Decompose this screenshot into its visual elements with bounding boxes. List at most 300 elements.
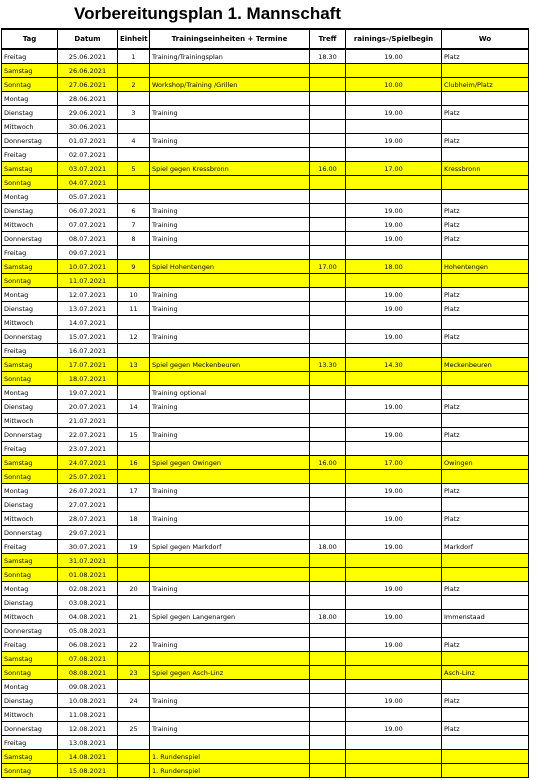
unit-cell: 22 (118, 638, 150, 652)
date-cell: 13.07.2021 (58, 302, 118, 316)
meet-time-cell (310, 330, 346, 344)
unit-cell: 20 (118, 582, 150, 596)
day-cell: Montag (2, 582, 58, 596)
day-cell: Donnerstag (2, 330, 58, 344)
location-cell (442, 554, 529, 568)
location-cell: Meckenbeuren (442, 358, 529, 372)
table-row (2, 722, 529, 736)
day-cell: Mittwoch (2, 610, 58, 624)
start-time-cell (346, 190, 442, 204)
start-time-cell (346, 554, 442, 568)
day-cell: Freitag (2, 638, 58, 652)
date-cell: 01.07.2021 (58, 134, 118, 148)
start-time-cell (346, 568, 442, 582)
unit-cell: 23 (118, 666, 150, 680)
meet-time-cell: 18.30 (310, 49, 346, 64)
table-row (2, 554, 529, 568)
unit-cell: 13 (118, 358, 150, 372)
table-row (2, 442, 529, 456)
date-cell: 05.08.2021 (58, 624, 118, 638)
meet-time-cell: 16.00 (310, 162, 346, 176)
unit-cell (118, 680, 150, 694)
day-cell: Sonntag (2, 666, 58, 680)
event-cell (150, 274, 310, 288)
meet-time-cell (310, 204, 346, 218)
table-row (2, 344, 529, 358)
start-time-cell (346, 526, 442, 540)
location-cell: Kressbronn (442, 162, 529, 176)
unit-cell (118, 372, 150, 386)
unit-cell (118, 190, 150, 204)
event-cell: Training (150, 428, 310, 442)
table-row (2, 232, 529, 246)
location-cell (442, 596, 529, 610)
header-beginn: rainings-/Spielbegin (346, 29, 442, 49)
event-cell (150, 148, 310, 162)
date-cell: 26.07.2021 (58, 484, 118, 498)
table-row (2, 568, 529, 582)
event-cell: Training (150, 232, 310, 246)
event-cell: Spiel gegen Owingen (150, 456, 310, 470)
unit-cell: 19 (118, 540, 150, 554)
location-cell (442, 190, 529, 204)
meet-time-cell (310, 484, 346, 498)
start-time-cell (346, 596, 442, 610)
start-time-cell: 19.00 (346, 330, 442, 344)
event-cell: 1. Rundenspiel (150, 750, 310, 764)
date-cell: 14.08.2021 (58, 750, 118, 764)
day-cell: Samstag (2, 162, 58, 176)
location-cell: Platz (442, 232, 529, 246)
day-cell: Sonntag (2, 568, 58, 582)
event-cell (150, 708, 310, 722)
location-cell (442, 176, 529, 190)
event-cell: Training (150, 512, 310, 526)
start-time-cell: 19.00 (346, 540, 442, 554)
event-cell (150, 176, 310, 190)
unit-cell (118, 470, 150, 484)
table-row (2, 274, 529, 288)
schedule-body (2, 49, 529, 778)
unit-cell: 7 (118, 218, 150, 232)
day-cell: Donnerstag (2, 526, 58, 540)
event-cell: Training (150, 694, 310, 708)
meet-time-cell (310, 288, 346, 302)
event-cell (150, 316, 310, 330)
table-row (2, 708, 529, 722)
date-cell: 22.07.2021 (58, 428, 118, 442)
event-cell: Training (150, 302, 310, 316)
meet-time-cell (310, 638, 346, 652)
header-termine: Trainingseinheiten + Termine (150, 29, 310, 49)
meet-time-cell: 18.00 (310, 540, 346, 554)
start-time-cell: 19.00 (346, 288, 442, 302)
location-cell (442, 680, 529, 694)
start-time-cell (346, 64, 442, 78)
day-cell: Mittwoch (2, 512, 58, 526)
table-row (2, 106, 529, 120)
table-row (2, 176, 529, 190)
start-time-cell: 19.00 (346, 484, 442, 498)
location-cell: Platz (442, 134, 529, 148)
event-cell (150, 120, 310, 134)
table-row (2, 204, 529, 218)
start-time-cell (346, 708, 442, 722)
day-cell: Montag (2, 484, 58, 498)
date-cell: 16.07.2021 (58, 344, 118, 358)
unit-cell (118, 526, 150, 540)
event-cell: Training (150, 330, 310, 344)
event-cell: Training optional (150, 386, 310, 400)
table-row (2, 582, 529, 596)
date-cell: 20.07.2021 (58, 400, 118, 414)
location-cell: Immenstaad (442, 610, 529, 624)
table-row (2, 596, 529, 610)
date-cell: 30.07.2021 (58, 540, 118, 554)
table-row (2, 49, 529, 64)
day-cell: Dienstag (2, 498, 58, 512)
unit-cell (118, 344, 150, 358)
meet-time-cell (310, 316, 346, 330)
date-cell: 15.08.2021 (58, 764, 118, 778)
location-cell (442, 470, 529, 484)
meet-time-cell (310, 652, 346, 666)
table-row (2, 512, 529, 526)
header-einheit: Einheit (118, 29, 150, 49)
meet-time-cell (310, 218, 346, 232)
start-time-cell (346, 120, 442, 134)
start-time-cell (346, 624, 442, 638)
table-row (2, 610, 529, 624)
event-cell (150, 344, 310, 358)
day-cell: Sonntag (2, 372, 58, 386)
unit-cell (118, 120, 150, 134)
table-row (2, 470, 529, 484)
start-time-cell (346, 92, 442, 106)
date-cell: 23.07.2021 (58, 442, 118, 456)
meet-time-cell (310, 750, 346, 764)
unit-cell: 15 (118, 428, 150, 442)
day-cell: Dienstag (2, 400, 58, 414)
day-cell: Samstag (2, 750, 58, 764)
day-cell: Freitag (2, 344, 58, 358)
event-cell: Training (150, 484, 310, 498)
table-row (2, 652, 529, 666)
table-row (2, 218, 529, 232)
date-cell: 09.07.2021 (58, 246, 118, 260)
event-cell: Training/Trainingsplan (150, 49, 310, 64)
start-time-cell: 19.00 (346, 400, 442, 414)
day-cell: Samstag (2, 456, 58, 470)
date-cell: 29.06.2021 (58, 106, 118, 120)
day-cell: Sonntag (2, 274, 58, 288)
meet-time-cell (310, 722, 346, 736)
location-cell (442, 624, 529, 638)
start-time-cell (346, 414, 442, 428)
table-row (2, 484, 529, 498)
date-cell: 15.07.2021 (58, 330, 118, 344)
table-row (2, 498, 529, 512)
meet-time-cell: 16.00 (310, 456, 346, 470)
event-cell (150, 554, 310, 568)
meet-time-cell (310, 106, 346, 120)
event-cell: Training (150, 218, 310, 232)
location-cell (442, 414, 529, 428)
day-cell: Sonntag (2, 470, 58, 484)
meet-time-cell (310, 372, 346, 386)
location-cell: Platz (442, 218, 529, 232)
location-cell (442, 344, 529, 358)
schedule-table (1, 28, 529, 778)
meet-time-cell (310, 64, 346, 78)
unit-cell (118, 652, 150, 666)
table-row (2, 666, 529, 680)
table-row (2, 120, 529, 134)
event-cell (150, 568, 310, 582)
date-cell: 05.07.2021 (58, 190, 118, 204)
unit-cell (118, 596, 150, 610)
day-cell: Freitag (2, 246, 58, 260)
day-cell: Donnerstag (2, 232, 58, 246)
meet-time-cell (310, 442, 346, 456)
day-cell: Donnerstag (2, 428, 58, 442)
start-time-cell: 19.00 (346, 610, 442, 624)
date-cell: 02.08.2021 (58, 582, 118, 596)
location-cell: Platz (442, 49, 529, 64)
table-row (2, 316, 529, 330)
meet-time-cell (310, 190, 346, 204)
location-cell (442, 148, 529, 162)
unit-cell (118, 736, 150, 750)
day-cell: Montag (2, 288, 58, 302)
unit-cell (118, 568, 150, 582)
event-cell: Training (150, 638, 310, 652)
event-cell: Spiel gegen Meckenbeuren (150, 358, 310, 372)
date-cell: 08.07.2021 (58, 232, 118, 246)
date-cell: 08.08.2021 (58, 666, 118, 680)
date-cell: 12.08.2021 (58, 722, 118, 736)
event-cell (150, 414, 310, 428)
date-cell: 28.07.2021 (58, 512, 118, 526)
day-cell: Dienstag (2, 596, 58, 610)
location-cell: Platz (442, 512, 529, 526)
day-cell: Sonntag (2, 78, 58, 92)
location-cell: Platz (442, 330, 529, 344)
day-cell: Freitag (2, 736, 58, 750)
event-cell: Workshop/Training /Grillen (150, 78, 310, 92)
start-time-cell (346, 652, 442, 666)
table-row (2, 260, 529, 274)
start-time-cell: 19.00 (346, 218, 442, 232)
date-cell: 29.07.2021 (58, 526, 118, 540)
meet-time-cell (310, 512, 346, 526)
start-time-cell: 19.00 (346, 302, 442, 316)
date-cell: 27.07.2021 (58, 498, 118, 512)
day-cell: Mittwoch (2, 708, 58, 722)
unit-cell (118, 442, 150, 456)
location-cell (442, 652, 529, 666)
meet-time-cell (310, 624, 346, 638)
location-cell (442, 386, 529, 400)
date-cell: 26.06.2021 (58, 64, 118, 78)
event-cell (150, 596, 310, 610)
header-wo: Wo (442, 29, 529, 49)
day-cell: Mittwoch (2, 316, 58, 330)
meet-time-cell (310, 232, 346, 246)
day-cell: Dienstag (2, 204, 58, 218)
unit-cell: 1 (118, 49, 150, 64)
start-time-cell: 17.00 (346, 162, 442, 176)
day-cell: Donnerstag (2, 722, 58, 736)
location-cell: Clubheim/Platz (442, 78, 529, 92)
event-cell: Training (150, 134, 310, 148)
table-row (2, 162, 529, 176)
table-row (2, 330, 529, 344)
event-cell: Spiel gegen Markdorf (150, 540, 310, 554)
event-cell (150, 442, 310, 456)
start-time-cell (346, 148, 442, 162)
location-cell (442, 736, 529, 750)
meet-time-cell (310, 582, 346, 596)
table-row (2, 190, 529, 204)
day-cell: Mittwoch (2, 218, 58, 232)
event-cell (150, 624, 310, 638)
table-row (2, 246, 529, 260)
table-row (2, 78, 529, 92)
start-time-cell (346, 750, 442, 764)
unit-cell: 12 (118, 330, 150, 344)
table-row (2, 680, 529, 694)
unit-cell (118, 274, 150, 288)
meet-time-cell (310, 176, 346, 190)
location-cell: Platz (442, 204, 529, 218)
unit-cell: 2 (118, 78, 150, 92)
location-cell: Platz (442, 638, 529, 652)
meet-time-cell (310, 694, 346, 708)
unit-cell (118, 386, 150, 400)
start-time-cell (346, 498, 442, 512)
day-cell: Samstag (2, 260, 58, 274)
location-cell: Platz (442, 288, 529, 302)
unit-cell (118, 316, 150, 330)
day-cell: Freitag (2, 49, 58, 64)
unit-cell: 18 (118, 512, 150, 526)
location-cell (442, 64, 529, 78)
table-row (2, 750, 529, 764)
meet-time-cell (310, 400, 346, 414)
day-cell: Samstag (2, 652, 58, 666)
start-time-cell: 19.00 (346, 722, 442, 736)
unit-cell (118, 64, 150, 78)
unit-cell (118, 176, 150, 190)
meet-time-cell (310, 344, 346, 358)
date-cell: 14.07.2021 (58, 316, 118, 330)
unit-cell (118, 148, 150, 162)
meet-time-cell: 13.30 (310, 358, 346, 372)
start-time-cell: 19.00 (346, 134, 442, 148)
day-cell: Freitag (2, 442, 58, 456)
location-cell (442, 246, 529, 260)
start-time-cell: 18.00 (346, 260, 442, 274)
meet-time-cell (310, 680, 346, 694)
meet-time-cell (310, 736, 346, 750)
day-cell: Dienstag (2, 106, 58, 120)
event-cell: Training (150, 106, 310, 120)
start-time-cell: 19.00 (346, 428, 442, 442)
day-cell: Mittwoch (2, 414, 58, 428)
date-cell: 31.07.2021 (58, 554, 118, 568)
unit-cell: 11 (118, 302, 150, 316)
location-cell: Asch-Linz (442, 666, 529, 680)
start-time-cell: 19.00 (346, 638, 442, 652)
header-row (2, 29, 529, 49)
table-row (2, 302, 529, 316)
table-row (2, 386, 529, 400)
table-row (2, 526, 529, 540)
start-time-cell (346, 386, 442, 400)
meet-time-cell (310, 666, 346, 680)
table-row (2, 638, 529, 652)
start-time-cell: 19.00 (346, 106, 442, 120)
meet-time-cell (310, 78, 346, 92)
unit-cell (118, 750, 150, 764)
unit-cell: 9 (118, 260, 150, 274)
location-cell (442, 498, 529, 512)
start-time-cell (346, 274, 442, 288)
table-row (2, 288, 529, 302)
date-cell: 02.07.2021 (58, 148, 118, 162)
start-time-cell (346, 764, 442, 778)
start-time-cell (346, 316, 442, 330)
unit-cell: 3 (118, 106, 150, 120)
meet-time-cell (310, 92, 346, 106)
event-cell: Training (150, 400, 310, 414)
date-cell: 09.08.2021 (58, 680, 118, 694)
event-cell (150, 372, 310, 386)
meet-time-cell (310, 414, 346, 428)
date-cell: 18.07.2021 (58, 372, 118, 386)
unit-cell (118, 246, 150, 260)
location-cell (442, 372, 529, 386)
table-row (2, 400, 529, 414)
start-time-cell (346, 176, 442, 190)
event-cell (150, 64, 310, 78)
day-cell: Dienstag (2, 302, 58, 316)
table-row (2, 134, 529, 148)
location-cell (442, 120, 529, 134)
event-cell: 1. Rundenspiel (150, 764, 310, 778)
location-cell: Owingen (442, 456, 529, 470)
event-cell: Spiel gegen Kressbronn (150, 162, 310, 176)
start-time-cell (346, 442, 442, 456)
table-row (2, 736, 529, 750)
start-time-cell: 19.00 (346, 232, 442, 246)
start-time-cell: 19.00 (346, 512, 442, 526)
event-cell (150, 246, 310, 260)
date-cell: 27.06.2021 (58, 78, 118, 92)
start-time-cell (346, 666, 442, 680)
date-cell: 06.07.2021 (58, 204, 118, 218)
event-cell (150, 526, 310, 540)
date-cell: 30.06.2021 (58, 120, 118, 134)
location-cell (442, 708, 529, 722)
table-row (2, 428, 529, 442)
start-time-cell: 19.00 (346, 582, 442, 596)
event-cell: Training (150, 582, 310, 596)
date-cell: 04.08.2021 (58, 610, 118, 624)
location-cell (442, 316, 529, 330)
day-cell: Montag (2, 190, 58, 204)
